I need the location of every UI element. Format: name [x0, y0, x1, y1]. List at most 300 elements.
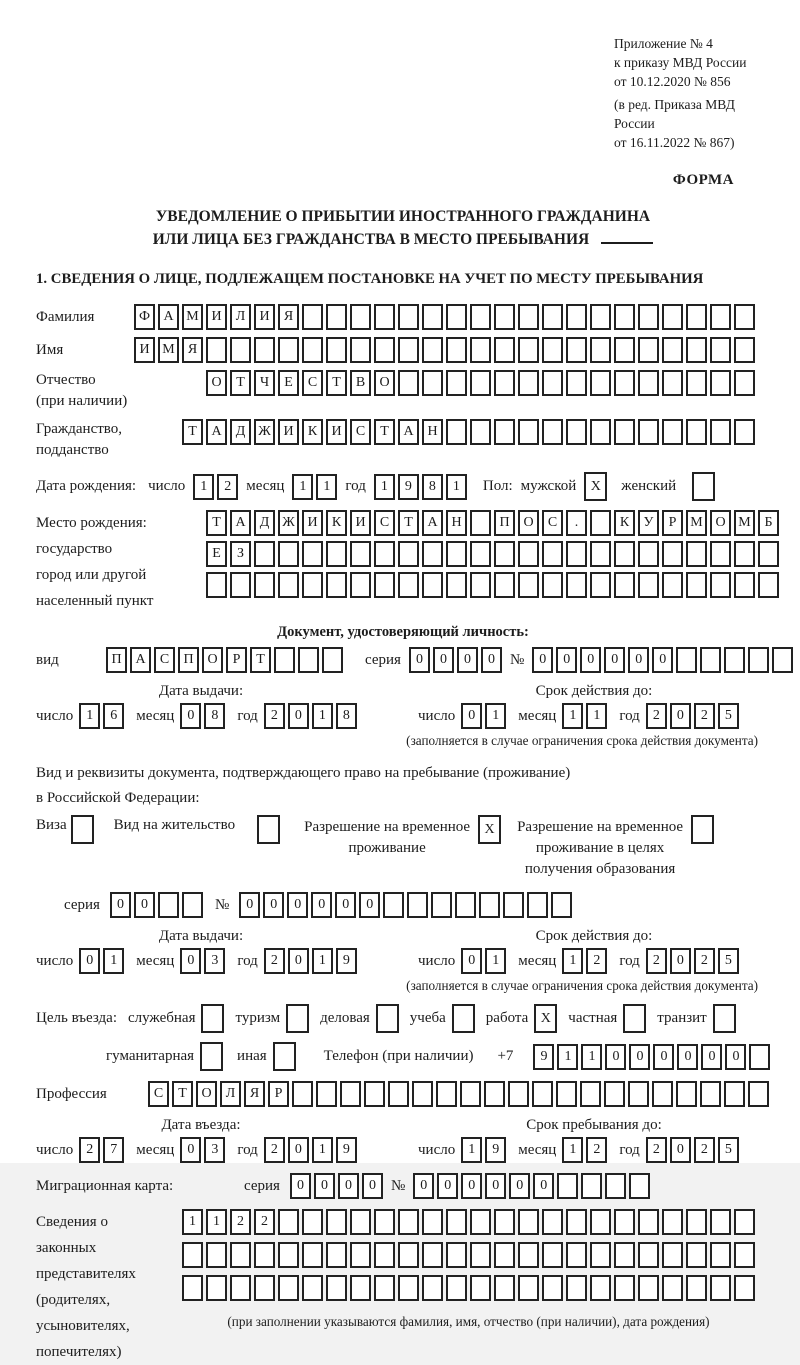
- form-cell[interactable]: 2: [217, 474, 238, 500]
- form-cell[interactable]: [518, 1242, 539, 1268]
- form-cell[interactable]: [566, 337, 587, 363]
- form-cell[interactable]: [638, 1275, 659, 1301]
- form-cell[interactable]: [566, 1209, 587, 1235]
- form-cell[interactable]: [182, 1242, 203, 1268]
- form-cell[interactable]: [734, 1275, 755, 1301]
- form-cell[interactable]: [350, 1242, 371, 1268]
- form-cell[interactable]: [662, 1242, 683, 1268]
- form-cell[interactable]: 0: [457, 647, 478, 673]
- form-cell[interactable]: [230, 1275, 251, 1301]
- form-cell[interactable]: [452, 1004, 475, 1033]
- form-cell[interactable]: 0: [409, 647, 430, 673]
- form-cell[interactable]: [551, 892, 572, 918]
- form-cell[interactable]: [494, 1209, 515, 1235]
- form-cell[interactable]: [340, 1081, 361, 1107]
- form-cell[interactable]: Т: [374, 419, 395, 445]
- entry-year-cells[interactable]: [264, 1137, 357, 1163]
- sex-female-checkbox[interactable]: [692, 472, 715, 501]
- form-cell[interactable]: [206, 337, 227, 363]
- form-cell[interactable]: [614, 1275, 635, 1301]
- form-cell[interactable]: [710, 304, 731, 330]
- stay-issue-year-cells[interactable]: [264, 948, 357, 974]
- migration-series-cells[interactable]: [290, 1173, 383, 1199]
- visa-checkbox[interactable]: [71, 815, 94, 844]
- form-cell[interactable]: 2: [586, 1137, 607, 1163]
- form-cell[interactable]: К: [326, 510, 347, 536]
- form-cell[interactable]: 0: [670, 948, 691, 974]
- form-cell[interactable]: [494, 1275, 515, 1301]
- form-cell[interactable]: [422, 541, 443, 567]
- form-cell[interactable]: [446, 1209, 467, 1235]
- form-cell[interactable]: С: [542, 510, 563, 536]
- form-cell[interactable]: [374, 1275, 395, 1301]
- form-cell[interactable]: [470, 1275, 491, 1301]
- form-cell[interactable]: 1: [79, 703, 100, 729]
- form-cell[interactable]: 6: [103, 703, 124, 729]
- form-cell[interactable]: 2: [694, 703, 715, 729]
- form-cell[interactable]: [638, 541, 659, 567]
- entry-day-cells[interactable]: [79, 1137, 124, 1163]
- form-cell[interactable]: [374, 541, 395, 567]
- form-cell[interactable]: [407, 892, 428, 918]
- form-cell[interactable]: [590, 510, 611, 536]
- form-cell[interactable]: [374, 1209, 395, 1235]
- form-cell[interactable]: Я: [182, 337, 203, 363]
- form-cell[interactable]: [326, 1209, 347, 1235]
- form-cell[interactable]: [734, 304, 755, 330]
- form-cell[interactable]: 0: [335, 892, 356, 918]
- form-cell[interactable]: [580, 1081, 601, 1107]
- form-cell[interactable]: 2: [646, 1137, 667, 1163]
- form-cell[interactable]: [734, 337, 755, 363]
- form-cell[interactable]: [605, 1173, 626, 1199]
- form-cell[interactable]: [494, 572, 515, 598]
- form-cell[interactable]: [710, 370, 731, 396]
- form-cell[interactable]: 0: [604, 647, 625, 673]
- form-cell[interactable]: [350, 1275, 371, 1301]
- form-cell[interactable]: [686, 419, 707, 445]
- form-cell[interactable]: [274, 647, 295, 673]
- form-cell[interactable]: [326, 572, 347, 598]
- form-cell[interactable]: 1: [586, 703, 607, 729]
- form-cell[interactable]: [734, 1242, 755, 1268]
- form-cell[interactable]: 1: [485, 948, 506, 974]
- form-cell[interactable]: [398, 572, 419, 598]
- form-cell[interactable]: О: [710, 510, 731, 536]
- form-cell[interactable]: 0: [433, 647, 454, 673]
- form-cell[interactable]: [326, 1242, 347, 1268]
- form-cell[interactable]: 2: [646, 703, 667, 729]
- form-cell[interactable]: 0: [288, 1137, 309, 1163]
- form-cell[interactable]: Ч: [254, 370, 275, 396]
- form-cell[interactable]: 1: [374, 474, 395, 500]
- form-cell[interactable]: [566, 572, 587, 598]
- form-cell[interactable]: 1: [562, 703, 583, 729]
- form-cell[interactable]: 0: [481, 647, 502, 673]
- form-cell[interactable]: 0: [134, 892, 155, 918]
- form-cell[interactable]: [273, 1042, 296, 1071]
- form-cell[interactable]: Р: [662, 510, 683, 536]
- form-cell[interactable]: 0: [437, 1173, 458, 1199]
- form-cell[interactable]: [710, 1209, 731, 1235]
- form-cell[interactable]: [374, 337, 395, 363]
- purpose-option-checkbox[interactable]: [376, 1004, 399, 1033]
- form-cell[interactable]: 1: [312, 948, 333, 974]
- form-cell[interactable]: 0: [311, 892, 332, 918]
- form-cell[interactable]: 1: [581, 1044, 602, 1070]
- form-cell[interactable]: [479, 892, 500, 918]
- identity-issue-year-cells[interactable]: [264, 703, 357, 729]
- stay-doc-number-cells[interactable]: [239, 892, 572, 918]
- form-cell[interactable]: [710, 572, 731, 598]
- form-cell[interactable]: [590, 572, 611, 598]
- form-cell[interactable]: [566, 541, 587, 567]
- form-cell[interactable]: [734, 1209, 755, 1235]
- form-cell[interactable]: 0: [461, 703, 482, 729]
- form-cell[interactable]: 5: [718, 948, 739, 974]
- form-cell[interactable]: 2: [264, 948, 285, 974]
- form-cell[interactable]: [326, 304, 347, 330]
- form-cell[interactable]: [278, 1242, 299, 1268]
- form-cell[interactable]: [470, 510, 491, 536]
- purpose-option-checkbox[interactable]: [201, 1004, 224, 1033]
- form-cell[interactable]: 1: [316, 474, 337, 500]
- form-cell[interactable]: [182, 892, 203, 918]
- form-cell[interactable]: 0: [629, 1044, 650, 1070]
- form-cell[interactable]: [749, 1044, 770, 1070]
- form-cell[interactable]: [734, 541, 755, 567]
- form-cell[interactable]: [542, 419, 563, 445]
- form-cell[interactable]: У: [638, 510, 659, 536]
- form-cell[interactable]: И: [134, 337, 155, 363]
- form-cell[interactable]: [566, 304, 587, 330]
- form-cell[interactable]: [700, 1081, 721, 1107]
- form-cell[interactable]: [566, 1275, 587, 1301]
- form-cell[interactable]: [662, 1209, 683, 1235]
- form-cell[interactable]: [556, 1081, 577, 1107]
- form-cell[interactable]: 1: [292, 474, 313, 500]
- migration-number-cells[interactable]: [413, 1173, 650, 1199]
- form-cell[interactable]: З: [230, 541, 251, 567]
- stay-until-month-cells[interactable]: [562, 1137, 607, 1163]
- form-cell[interactable]: 0: [556, 647, 577, 673]
- form-cell[interactable]: С: [350, 419, 371, 445]
- form-cell[interactable]: 0: [359, 892, 380, 918]
- form-cell[interactable]: [431, 892, 452, 918]
- form-cell[interactable]: 9: [336, 948, 357, 974]
- form-cell[interactable]: 0: [653, 1044, 674, 1070]
- form-cell[interactable]: [662, 1275, 683, 1301]
- form-cell[interactable]: 0: [110, 892, 131, 918]
- form-cell[interactable]: И: [254, 304, 275, 330]
- form-cell[interactable]: 9: [533, 1044, 554, 1070]
- form-cell[interactable]: И: [326, 419, 347, 445]
- form-cell[interactable]: [590, 304, 611, 330]
- form-cell[interactable]: [692, 472, 715, 501]
- form-cell[interactable]: [686, 337, 707, 363]
- form-cell[interactable]: [460, 1081, 481, 1107]
- form-cell[interactable]: [590, 541, 611, 567]
- form-cell[interactable]: [686, 304, 707, 330]
- citizenship-cells[interactable]: [182, 419, 755, 445]
- form-cell[interactable]: 0: [509, 1173, 530, 1199]
- form-cell[interactable]: [676, 1081, 697, 1107]
- form-cell[interactable]: [614, 1242, 635, 1268]
- form-cell[interactable]: 2: [264, 703, 285, 729]
- form-cell[interactable]: 7: [103, 1137, 124, 1163]
- form-cell[interactable]: X: [478, 815, 501, 844]
- form-cell[interactable]: [628, 1081, 649, 1107]
- patronymic-cells[interactable]: [206, 370, 755, 396]
- form-cell[interactable]: [638, 337, 659, 363]
- form-cell[interactable]: О: [196, 1081, 217, 1107]
- form-cell[interactable]: А: [230, 510, 251, 536]
- form-cell[interactable]: 0: [677, 1044, 698, 1070]
- form-cell[interactable]: [350, 304, 371, 330]
- form-cell[interactable]: [206, 1242, 227, 1268]
- form-cell[interactable]: [590, 1209, 611, 1235]
- form-cell[interactable]: А: [158, 304, 179, 330]
- form-cell[interactable]: Ф: [134, 304, 155, 330]
- form-cell[interactable]: 2: [694, 948, 715, 974]
- form-cell[interactable]: [614, 541, 635, 567]
- form-cell[interactable]: [542, 370, 563, 396]
- form-cell[interactable]: Д: [254, 510, 275, 536]
- form-cell[interactable]: [254, 1242, 275, 1268]
- form-cell[interactable]: А: [422, 510, 443, 536]
- birthplace-cells-row1[interactable]: [206, 510, 779, 536]
- form-cell[interactable]: 0: [580, 647, 601, 673]
- form-cell[interactable]: [629, 1173, 650, 1199]
- form-cell[interactable]: [638, 419, 659, 445]
- form-cell[interactable]: [436, 1081, 457, 1107]
- form-cell[interactable]: 0: [652, 647, 673, 673]
- form-cell[interactable]: [446, 572, 467, 598]
- form-cell[interactable]: [470, 304, 491, 330]
- representatives-cells-row2[interactable]: [182, 1242, 755, 1268]
- stay-issue-day-cells[interactable]: [79, 948, 124, 974]
- form-cell[interactable]: 2: [586, 948, 607, 974]
- form-cell[interactable]: 0: [533, 1173, 554, 1199]
- form-cell[interactable]: С: [148, 1081, 169, 1107]
- form-cell[interactable]: [398, 337, 419, 363]
- form-cell[interactable]: X: [534, 1004, 557, 1033]
- form-cell[interactable]: Я: [244, 1081, 265, 1107]
- form-cell[interactable]: [398, 1209, 419, 1235]
- form-cell[interactable]: [638, 1209, 659, 1235]
- purpose-option-checkbox[interactable]: [713, 1004, 736, 1033]
- form-cell[interactable]: Р: [268, 1081, 289, 1107]
- form-cell[interactable]: О: [206, 370, 227, 396]
- form-cell[interactable]: 2: [264, 1137, 285, 1163]
- form-cell[interactable]: И: [206, 304, 227, 330]
- identity-valid-day-cells[interactable]: [461, 703, 506, 729]
- form-cell[interactable]: [638, 304, 659, 330]
- purpose-option-checkbox[interactable]: [273, 1042, 296, 1071]
- form-cell[interactable]: [302, 572, 323, 598]
- form-cell[interactable]: М: [158, 337, 179, 363]
- form-cell[interactable]: [662, 419, 683, 445]
- form-cell[interactable]: [286, 1004, 309, 1033]
- form-cell[interactable]: 1: [206, 1209, 227, 1235]
- form-cell[interactable]: [446, 541, 467, 567]
- form-cell[interactable]: [686, 370, 707, 396]
- form-cell[interactable]: Л: [230, 304, 251, 330]
- form-cell[interactable]: [422, 337, 443, 363]
- stay-doc-series-cells[interactable]: [110, 892, 203, 918]
- form-cell[interactable]: 5: [718, 1137, 739, 1163]
- form-cell[interactable]: [710, 419, 731, 445]
- form-cell[interactable]: .: [566, 510, 587, 536]
- form-cell[interactable]: [748, 647, 769, 673]
- form-cell[interactable]: [494, 337, 515, 363]
- form-cell[interactable]: [254, 541, 275, 567]
- form-cell[interactable]: Д: [230, 419, 251, 445]
- form-cell[interactable]: 2: [694, 1137, 715, 1163]
- form-cell[interactable]: 1: [103, 948, 124, 974]
- form-cell[interactable]: [614, 1209, 635, 1235]
- form-cell[interactable]: П: [178, 647, 199, 673]
- edu-permit-checkbox[interactable]: [691, 815, 714, 844]
- form-cell[interactable]: [398, 304, 419, 330]
- form-cell[interactable]: [302, 304, 323, 330]
- form-cell[interactable]: [652, 1081, 673, 1107]
- form-cell[interactable]: [590, 337, 611, 363]
- form-cell[interactable]: К: [302, 419, 323, 445]
- form-cell[interactable]: [206, 1275, 227, 1301]
- form-cell[interactable]: 0: [628, 647, 649, 673]
- birthdate-day-cells[interactable]: [193, 474, 238, 500]
- form-cell[interactable]: Л: [220, 1081, 241, 1107]
- form-cell[interactable]: [388, 1081, 409, 1107]
- form-cell[interactable]: [374, 304, 395, 330]
- form-cell[interactable]: [527, 892, 548, 918]
- form-cell[interactable]: К: [614, 510, 635, 536]
- form-cell[interactable]: [686, 1275, 707, 1301]
- form-cell[interactable]: [422, 370, 443, 396]
- form-cell[interactable]: [446, 304, 467, 330]
- form-cell[interactable]: 0: [290, 1173, 311, 1199]
- form-cell[interactable]: [700, 647, 721, 673]
- form-cell[interactable]: [446, 419, 467, 445]
- form-cell[interactable]: П: [106, 647, 127, 673]
- form-cell[interactable]: 0: [288, 703, 309, 729]
- purpose-option-checkbox[interactable]: [623, 1004, 646, 1033]
- form-cell[interactable]: 1: [182, 1209, 203, 1235]
- form-cell[interactable]: [542, 1209, 563, 1235]
- form-cell[interactable]: 0: [670, 1137, 691, 1163]
- form-cell[interactable]: 9: [485, 1137, 506, 1163]
- form-cell[interactable]: Т: [250, 647, 271, 673]
- form-cell[interactable]: [302, 541, 323, 567]
- form-cell[interactable]: [508, 1081, 529, 1107]
- form-cell[interactable]: [542, 304, 563, 330]
- form-cell[interactable]: [662, 304, 683, 330]
- form-cell[interactable]: [734, 370, 755, 396]
- form-cell[interactable]: 0: [288, 948, 309, 974]
- form-cell[interactable]: [398, 1242, 419, 1268]
- form-cell[interactable]: [494, 304, 515, 330]
- form-cell[interactable]: 0: [605, 1044, 626, 1070]
- form-cell[interactable]: 1: [446, 474, 467, 500]
- form-cell[interactable]: [230, 1242, 251, 1268]
- form-cell[interactable]: X: [584, 472, 607, 501]
- purpose-option-checkbox[interactable]: [286, 1004, 309, 1033]
- form-cell[interactable]: Т: [172, 1081, 193, 1107]
- form-cell[interactable]: [566, 419, 587, 445]
- form-cell[interactable]: [158, 892, 179, 918]
- form-cell[interactable]: Т: [398, 510, 419, 536]
- form-cell[interactable]: 0: [79, 948, 100, 974]
- form-cell[interactable]: [446, 370, 467, 396]
- form-cell[interactable]: [422, 304, 443, 330]
- form-cell[interactable]: [676, 647, 697, 673]
- form-cell[interactable]: 0: [180, 948, 201, 974]
- form-cell[interactable]: [470, 1242, 491, 1268]
- form-cell[interactable]: [350, 337, 371, 363]
- form-cell[interactable]: [350, 1209, 371, 1235]
- form-cell[interactable]: [710, 1275, 731, 1301]
- form-cell[interactable]: [422, 572, 443, 598]
- form-cell[interactable]: [710, 1242, 731, 1268]
- form-cell[interactable]: [278, 572, 299, 598]
- birthdate-month-cells[interactable]: [292, 474, 337, 500]
- form-cell[interactable]: [350, 572, 371, 598]
- form-cell[interactable]: 0: [461, 1173, 482, 1199]
- form-cell[interactable]: [542, 541, 563, 567]
- form-cell[interactable]: [518, 419, 539, 445]
- form-cell[interactable]: [455, 892, 476, 918]
- form-cell[interactable]: [604, 1081, 625, 1107]
- form-cell[interactable]: [470, 541, 491, 567]
- form-cell[interactable]: [494, 541, 515, 567]
- form-cell[interactable]: [691, 815, 714, 844]
- form-cell[interactable]: [446, 1242, 467, 1268]
- form-cell[interactable]: [518, 370, 539, 396]
- form-cell[interactable]: [590, 419, 611, 445]
- form-cell[interactable]: [638, 572, 659, 598]
- stay-until-year-cells[interactable]: [646, 1137, 739, 1163]
- form-cell[interactable]: [758, 541, 779, 567]
- residence-permit-checkbox[interactable]: [257, 815, 280, 844]
- form-cell[interactable]: Ж: [254, 419, 275, 445]
- form-cell[interactable]: 0: [485, 1173, 506, 1199]
- form-cell[interactable]: И: [302, 510, 323, 536]
- form-cell[interactable]: [686, 572, 707, 598]
- form-cell[interactable]: 0: [180, 1137, 201, 1163]
- form-cell[interactable]: [686, 1242, 707, 1268]
- form-cell[interactable]: 1: [557, 1044, 578, 1070]
- form-cell[interactable]: [374, 572, 395, 598]
- form-cell[interactable]: 1: [485, 703, 506, 729]
- form-cell[interactable]: [383, 892, 404, 918]
- form-cell[interactable]: 0: [532, 647, 553, 673]
- form-cell[interactable]: С: [154, 647, 175, 673]
- form-cell[interactable]: [494, 1242, 515, 1268]
- birthdate-year-cells[interactable]: [374, 474, 467, 500]
- form-cell[interactable]: [71, 815, 94, 844]
- form-cell[interactable]: [623, 1004, 646, 1033]
- form-cell[interactable]: [484, 1081, 505, 1107]
- form-cell[interactable]: [302, 1275, 323, 1301]
- form-cell[interactable]: [278, 541, 299, 567]
- form-cell[interactable]: [470, 419, 491, 445]
- form-cell[interactable]: [724, 1081, 745, 1107]
- birthplace-cells-row3[interactable]: [206, 572, 779, 598]
- form-cell[interactable]: [254, 337, 275, 363]
- form-cell[interactable]: [494, 370, 515, 396]
- form-cell[interactable]: Т: [182, 419, 203, 445]
